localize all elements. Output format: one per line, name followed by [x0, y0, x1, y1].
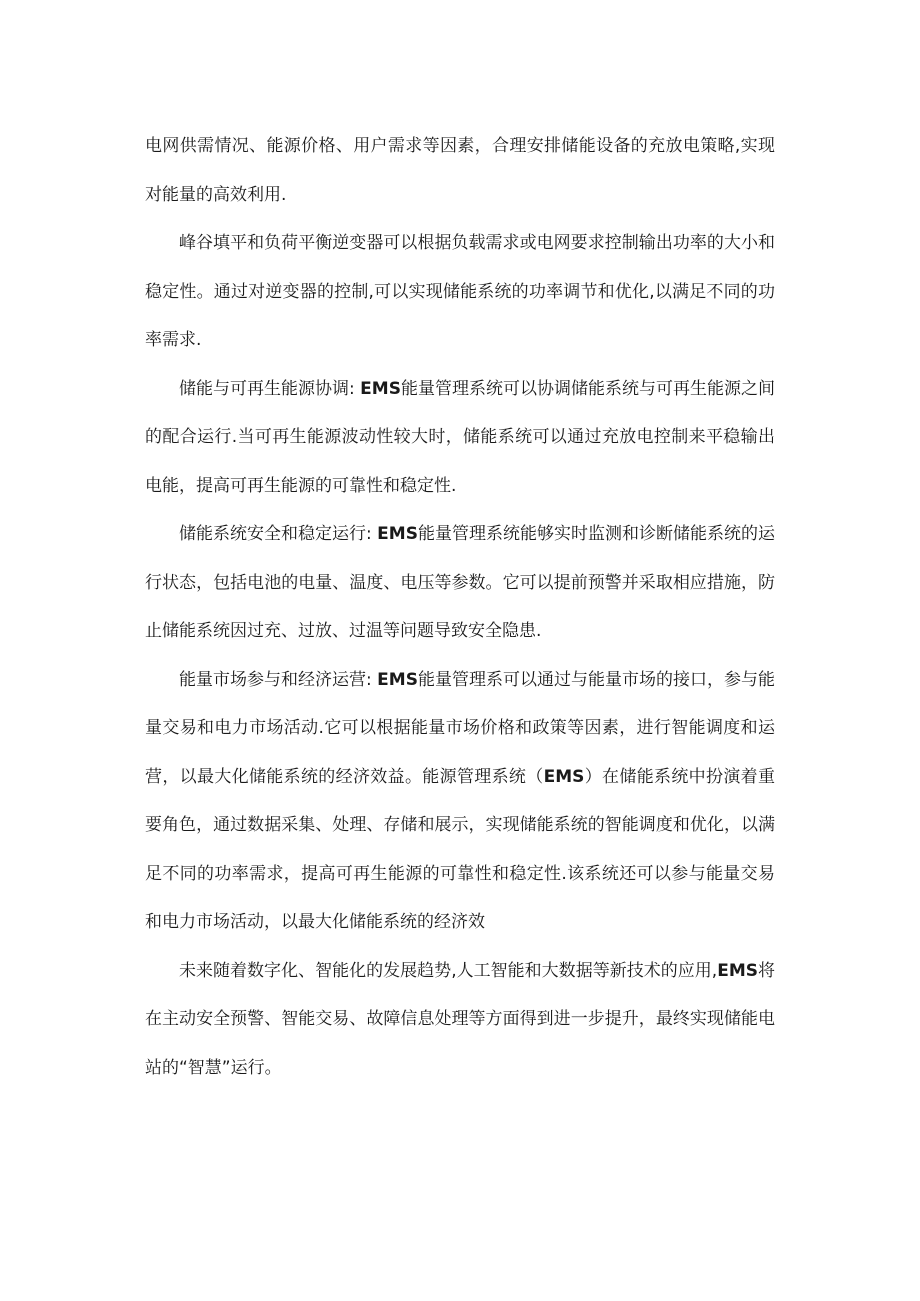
paragraph-4-text-b: 能量管理系统能够实时监测和诊断储能系统的运行状态，包括电池的电量、温度、电压等参数。它可以提前预警并采取相应措施，防止储能系统因过充、过放、过温等问题导致安全隐患. [145, 524, 776, 641]
paragraph-5-ems-1: EMS [377, 669, 418, 690]
paragraph-5 [145, 656, 775, 947]
paragraph-6-text-b: 将在主动安全预警、智能交易、故障信息处理等方面得到进一步提升，最终实现储能电站的“智慧”运行。 [145, 960, 775, 1078]
paragraph-1 [145, 122, 775, 219]
paragraph-3-text-a: 储能与可再生能源协调: [179, 378, 361, 399]
paragraph-3-text-b: 能量管理系统可以协调储能系统与可再生能源之间的配合运行.当可再生能源波动性较大时，储能系统可以通过充放电控制来平稳输出电能，提高可再生能源的可靠性和稳定性. [145, 378, 776, 496]
paragraph-3-ems: EMS [360, 378, 401, 399]
paragraph-3 [145, 365, 775, 511]
paragraph-6 [145, 947, 775, 1093]
paragraph-4 [145, 510, 775, 656]
paragraph-1-text: 电网供需情况、能源价格、用户需求等因素，合理安排储能设备的充放电策略,实现对能量的高效利用. [145, 136, 775, 205]
paragraph-4-text-a: 储能系统安全和稳定运行: [179, 524, 378, 544]
paragraph-6-ems: EMS [717, 960, 758, 981]
paragraph-5-ems-2: EMS [543, 766, 585, 787]
paragraph-6-text-a: 未来随着数字化、智能化的发展趋势,人工智能和大数据等新技术的应用, [179, 960, 718, 981]
paragraph-5-text-b: 能量管理系可以通过与能量市场的接口，参与能量交易和电力市场活动.它可以根据能量市场价格和政策等因素，进行智能调度和运营，以最大化储能系统的经济效益。能源管理系统（ [145, 669, 776, 787]
paragraph-4-ems: EMS [377, 524, 418, 544]
document-page [145, 122, 775, 1092]
paragraph-2-text: 峰谷填平和负荷平衡逆变器可以根据负载需求或电网要求控制输出功率的大小和稳定性。通过对逆变器的控制,可以实现储能系统的功率调节和优化,以满足不同的功率需求. [145, 233, 775, 350]
paragraph-5-text-c: ）在储能系统中扮演着重要角色，通过数据采集、处理、存储和展示，实现储能系统的智能调度和优化，以满足不同的功率需求，提高可再生能源的可靠性和稳定性.该系统还可以参与能量交易和电力市场活动，以最大化储能系统的经济效 [145, 766, 776, 932]
paragraph-2 [145, 219, 775, 365]
paragraph-5-text-a: 能量市场参与和经济运营: [179, 669, 378, 690]
